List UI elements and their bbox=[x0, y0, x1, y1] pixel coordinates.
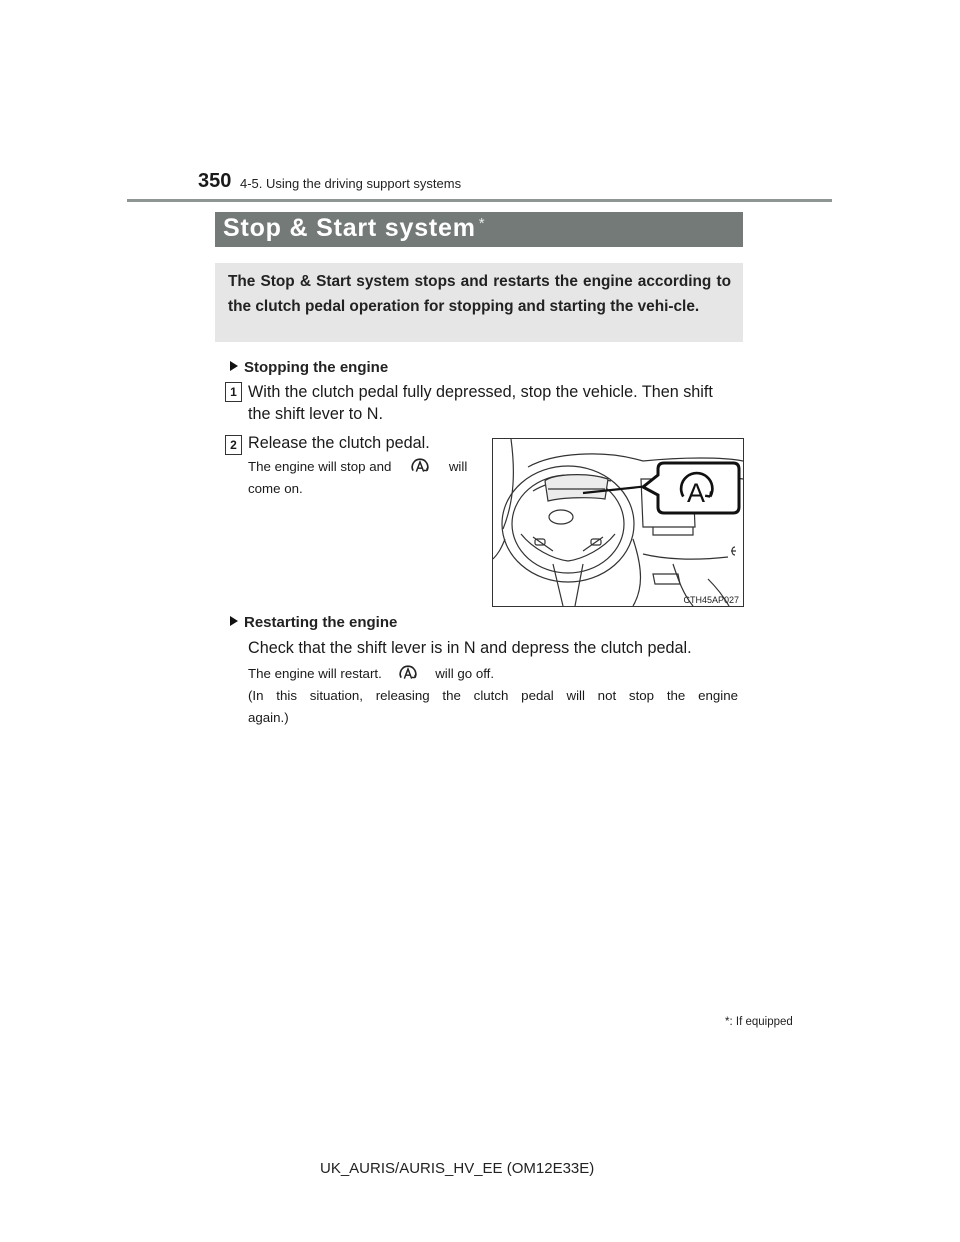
if-equipped-mark: * bbox=[478, 215, 486, 232]
footnote: *: If equipped bbox=[725, 1016, 793, 1028]
step-2-badge: 2 bbox=[225, 435, 242, 455]
stop-start-indicator-icon bbox=[397, 663, 419, 685]
stopping-heading: Stopping the engine bbox=[230, 359, 388, 376]
dashboard-illustration bbox=[492, 438, 744, 607]
stop-start-indicator-icon bbox=[409, 456, 431, 478]
restart-note-line-2: (In this situation, releasing the clutch pedal will not stop the engine bbox=[248, 688, 738, 703]
page-title: Stop & Start system * bbox=[223, 214, 486, 242]
restart-note-line-1: The engine will restart. will go off. bbox=[248, 663, 494, 685]
document-id: UK_AURIS/AURIS_HV_EE (OM12E33E) bbox=[320, 1160, 595, 1177]
stop-note-line-1: The engine will stop and will bbox=[248, 456, 467, 478]
intro-box bbox=[215, 263, 743, 342]
footnote-mark: * bbox=[725, 1016, 730, 1028]
bullet-triangle-icon bbox=[230, 361, 238, 371]
page-number: 350 bbox=[198, 170, 232, 192]
step-1-badge: 1 bbox=[225, 382, 242, 402]
step-2-text: Release the clutch pedal. bbox=[248, 434, 430, 452]
restarting-heading: Restarting the engine bbox=[230, 614, 397, 631]
restart-text: Check that the shift lever is in N and depress the clutch pedal. bbox=[248, 639, 692, 657]
section-title: 4-5. Using the driving support systems bbox=[240, 176, 462, 191]
step-1-line-1: With the clutch pedal fully depressed, stop the vehicle. Then shift bbox=[248, 383, 713, 401]
header-divider bbox=[127, 199, 832, 202]
title-bar bbox=[215, 212, 743, 247]
restart-note-line-3: again.) bbox=[248, 710, 289, 725]
figure-code: CTH45AP027 bbox=[683, 595, 739, 605]
bullet-triangle-icon bbox=[230, 616, 238, 626]
stop-note-line-2: come on. bbox=[248, 481, 303, 496]
dashboard-drawing bbox=[493, 439, 743, 606]
step-1-line-2: the shift lever to N. bbox=[248, 405, 383, 423]
callout-letter: A bbox=[686, 478, 706, 508]
intro-text: The Stop & Start system stops and restarts the engine according to the clutch pedal operation for stopping and starting the vehi-cle. bbox=[228, 273, 731, 315]
